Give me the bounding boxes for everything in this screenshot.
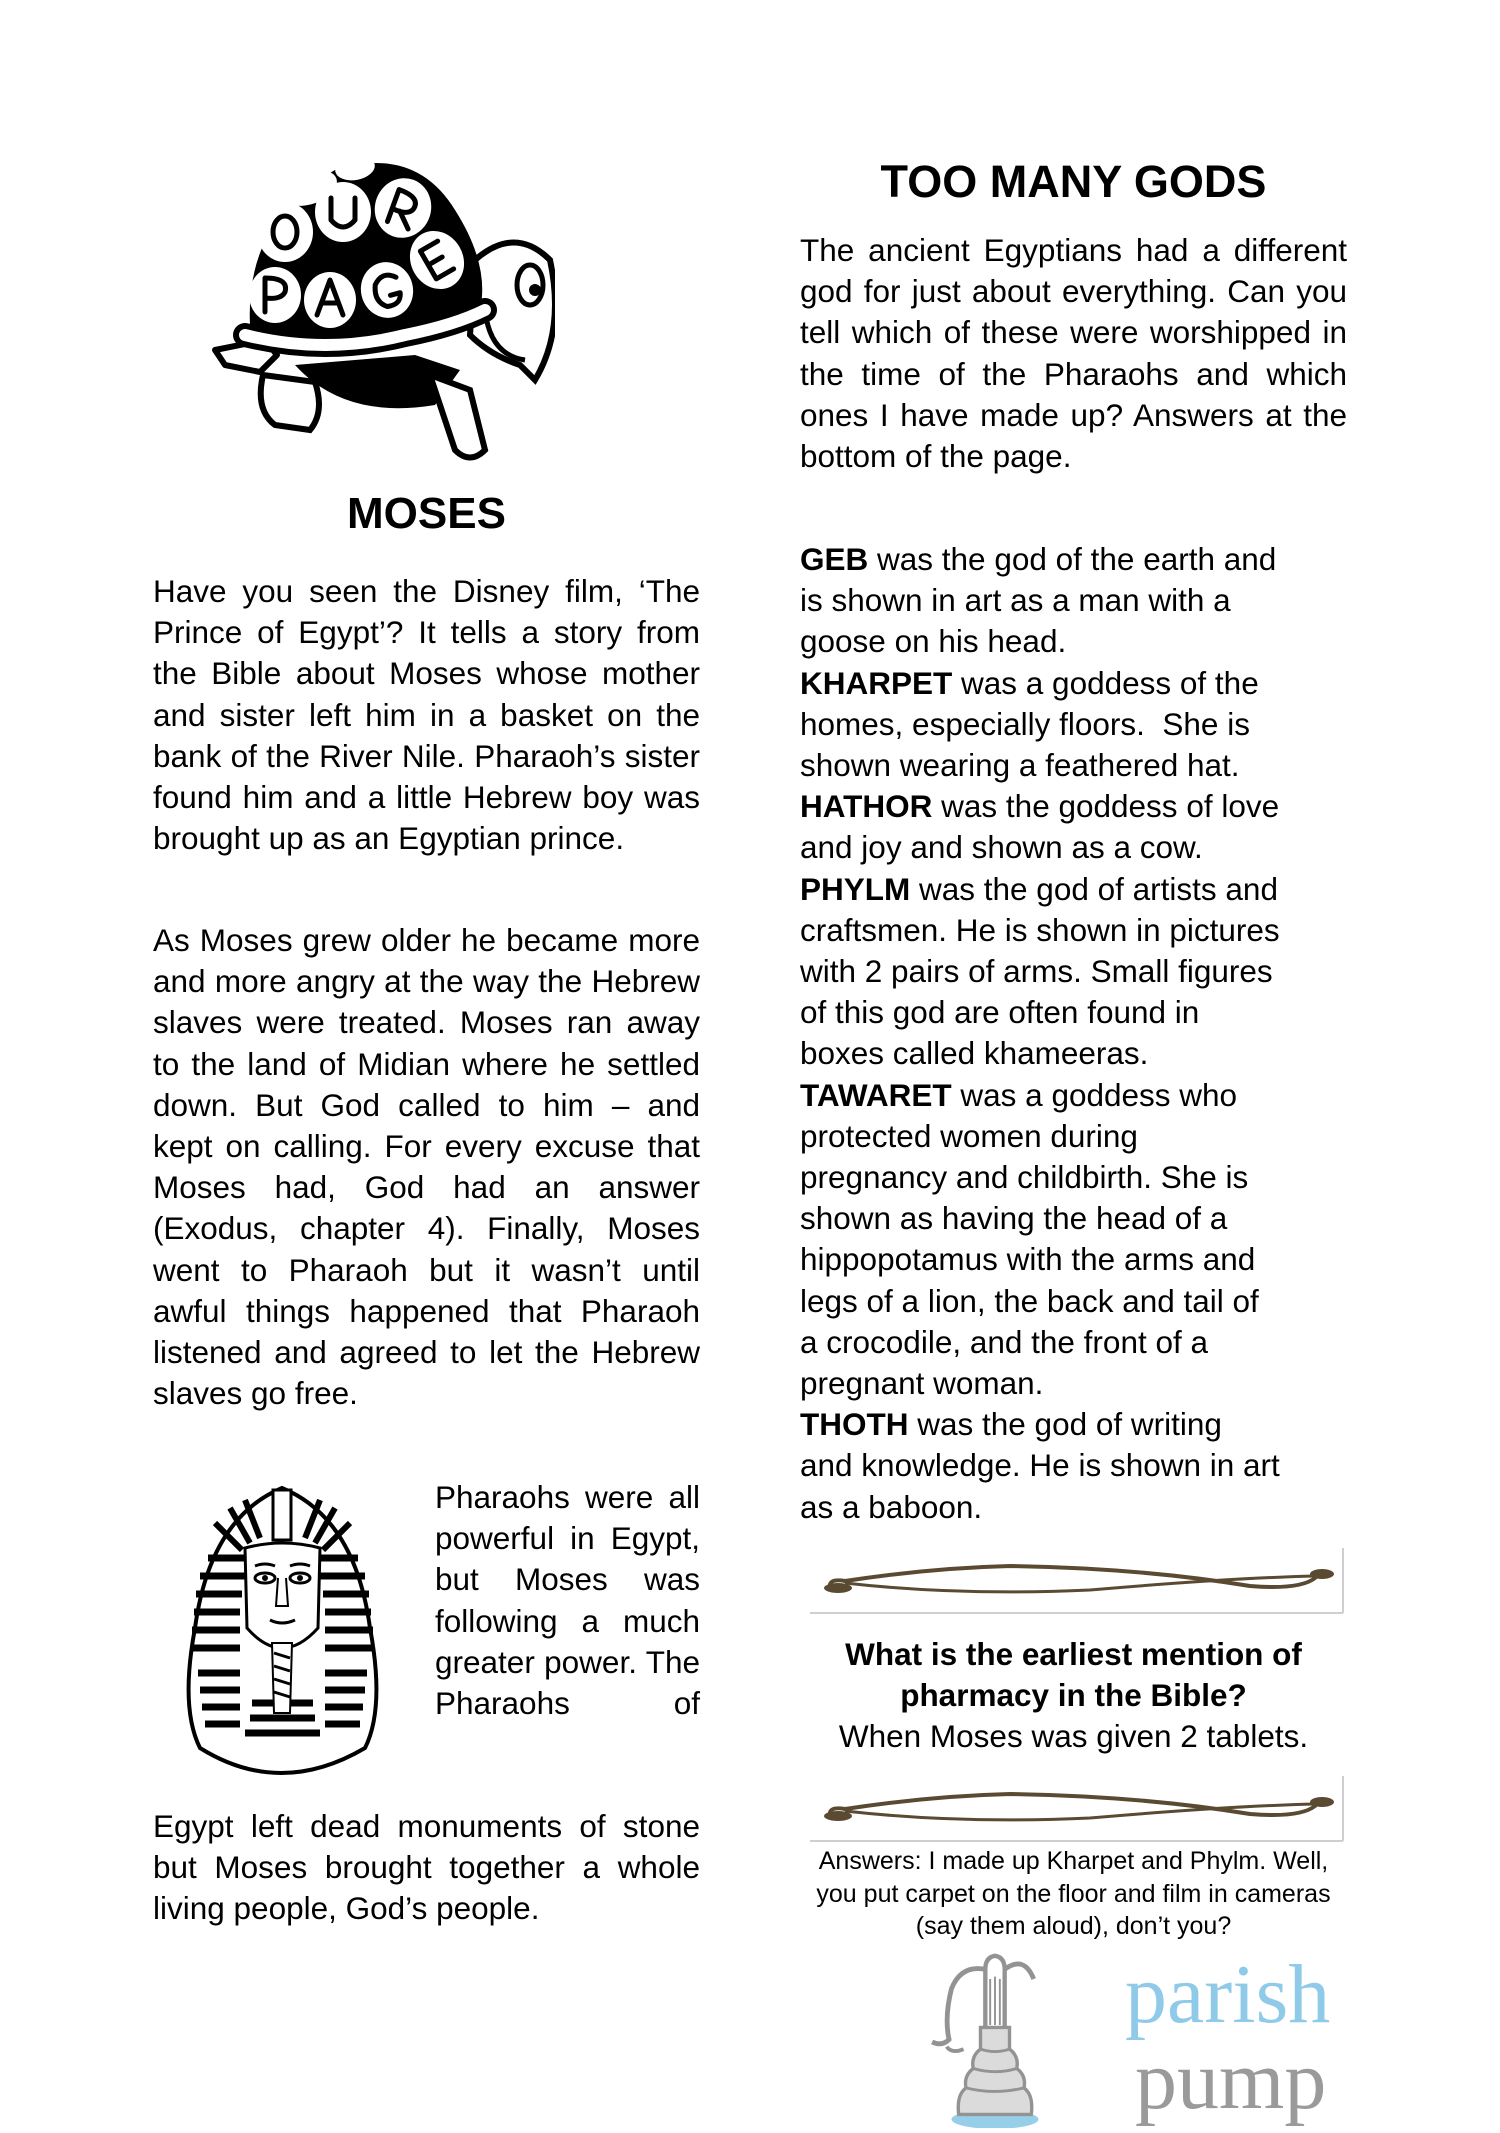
joke-question: What is the earliest mention of pharmacy in the Bible? xyxy=(845,1636,1302,1713)
pump-icon xyxy=(880,1950,1110,2128)
pharaoh-mask-icon xyxy=(170,1478,395,1783)
god-desc-line: shown as having the head of a xyxy=(800,1200,1228,1237)
god-desc-line: and knowledge. He is shown in art xyxy=(800,1447,1280,1484)
god-desc-line: of this god are often found in xyxy=(800,994,1200,1031)
our-page-turtle-logo xyxy=(205,150,555,470)
joke-answer: When Moses was given 2 tablets. xyxy=(838,1718,1309,1754)
god-desc-line: as a baboon. xyxy=(800,1488,983,1525)
swash-divider-bottom xyxy=(810,1776,1345,1842)
god-desc-line: was the god of artists and xyxy=(910,870,1278,907)
god-entry-kharpet xyxy=(800,663,1360,787)
god-desc-line: pregnant woman. xyxy=(800,1365,1044,1402)
god-entry-geb xyxy=(800,539,1360,663)
god-entry-phylm xyxy=(800,869,1360,1075)
god-desc-line: with 2 pairs of arms. Small figures xyxy=(800,953,1273,990)
god-name: KHARPET xyxy=(800,664,953,701)
god-desc-line: legs of a lion, the back and tail of xyxy=(800,1282,1259,1319)
god-desc-line: homes, especially floors. She is xyxy=(800,705,1250,742)
god-entry-tawaret xyxy=(800,1075,1360,1405)
god-desc-line: was the goddess of love xyxy=(932,788,1280,825)
god-desc-line: is shown in art as a man with a xyxy=(800,582,1231,619)
water-pump-illustration xyxy=(880,1950,1110,2128)
moses-title: MOSES xyxy=(347,489,506,538)
god-desc-line: boxes called khameeras. xyxy=(800,1035,1149,1072)
god-desc-line: a crocodile, and the front of a xyxy=(800,1323,1209,1360)
swash-divider-icon xyxy=(810,1548,1345,1614)
swash-divider-top xyxy=(810,1548,1345,1614)
moses-paragraph-1: Have you seen the Disney film, ‘The Prince of Egypt’? It tells a story from the Bible about Moses whose mother and sister left him in a basket on the bank of the River Nile. Pharaoh’s sister found him and a little Hebrew boy was brought up as an Egyptian prince. xyxy=(153,573,700,857)
god-desc-line: craftsmen. He is shown in pictures xyxy=(800,911,1280,948)
pharaoh-paragraph-wrapped: Pharaohs were all powerful in Egypt, but Moses was following a much greater power. The Pharaohs of xyxy=(435,1479,700,1722)
pharaoh-paragraph-rest: Egypt left dead monuments of stone but Moses brought together a whole living people, God’s people. xyxy=(153,1808,700,1927)
god-name: GEB xyxy=(800,541,869,577)
turtle-icon xyxy=(205,150,555,470)
gods-list xyxy=(800,539,1360,1528)
god-desc-line: protected women during xyxy=(800,1117,1138,1154)
pharaoh-mask-illustration xyxy=(170,1478,395,1783)
god-desc-line: hippopotamus with the arms and xyxy=(800,1241,1256,1278)
answers-note: Answers: I made up Kharpet and Phylm. Well, you put carpet on the floor and film in cameras (say them aloud), don’t you? xyxy=(816,1847,1331,1940)
god-name: TAWARET xyxy=(800,1076,952,1113)
swash-divider-icon xyxy=(810,1776,1345,1842)
god-desc-line: and joy and shown as a cow. xyxy=(800,829,1203,866)
god-desc-line: was the god of writing xyxy=(908,1406,1222,1443)
god-name: PHYLM xyxy=(800,870,911,907)
god-name: THOTH xyxy=(800,1406,909,1443)
moses-paragraph-2: As Moses grew older he became more and more angry at the way the Hebrew slaves were treated. Moses ran away to the land of Midian where he settled down. But God called to him – and kept on calling. For every excuse that Moses had, God had an answer (Exodus, chapter 4). Finally, Moses went to Pharaoh but it wasn’t until awful things happened that Pharaoh listened and agreed to let the Hebrew slaves go free. xyxy=(153,922,700,1412)
parish-pump-logo-pump: pump xyxy=(1135,2034,1327,2127)
god-desc-line: shown wearing a feathered hat. xyxy=(800,747,1240,784)
gods-intro: The ancient Egyptians had a different god for just about everything. Can you tell which of these were worshipped in the time of the Pharaohs and which ones I have made up? Answers at the bottom of the page. xyxy=(800,232,1347,475)
god-desc-line: pregnancy and childbirth. She is xyxy=(800,1159,1249,1196)
gods-title: TOO MANY GODS xyxy=(880,156,1267,207)
god-entry-hathor xyxy=(800,786,1360,868)
parish-pump-logo-parish: parish xyxy=(1125,1948,1331,2041)
god-desc-line: was a goddess of the xyxy=(952,664,1259,701)
god-desc-line: was the god of the earth and xyxy=(868,541,1277,577)
god-name: HATHOR xyxy=(800,788,933,825)
god-desc-line: goose on his head. xyxy=(800,623,1067,660)
god-entry-thoth xyxy=(800,1404,1360,1528)
god-desc-line: was a goddess who xyxy=(951,1076,1238,1113)
